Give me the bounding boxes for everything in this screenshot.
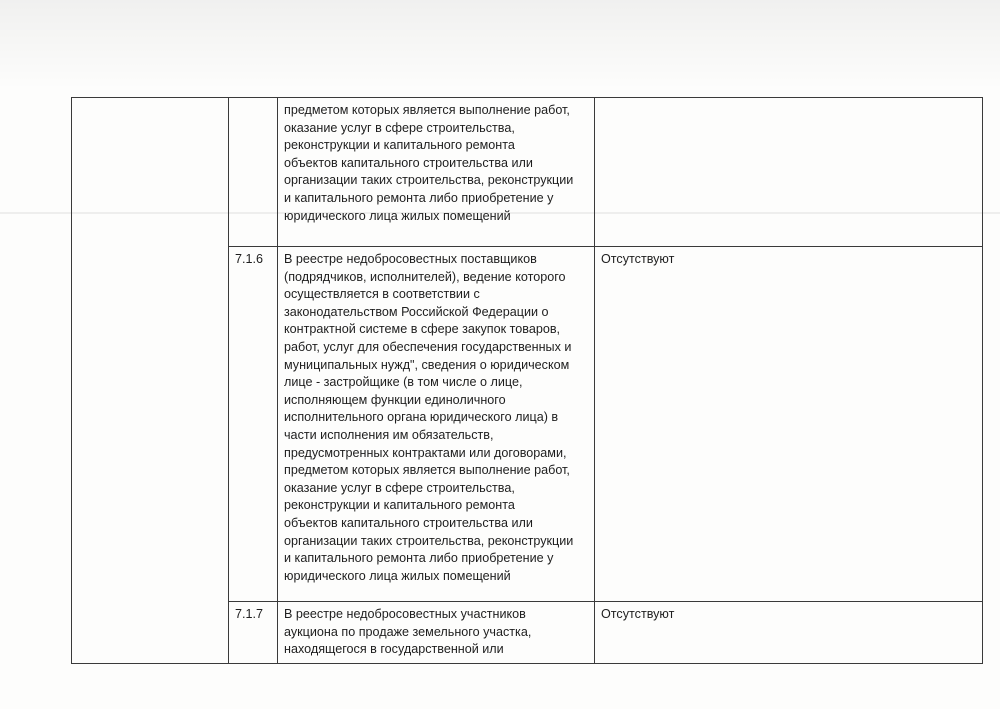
- text-line: контрактной системе в сфере закупок товаров,: [284, 322, 561, 337]
- text-line: части исполнения им обязательств,: [284, 427, 494, 442]
- item-description-cell: [278, 98, 595, 247]
- item-description-cell: [278, 247, 595, 602]
- text-line: организации таких строительства, реконструкции: [284, 173, 574, 188]
- text-line: объектов капитального строительства или: [284, 515, 533, 530]
- text-line: реконструкции и капитального ремонта: [284, 498, 515, 513]
- text-line: исполняющем функции единоличного: [284, 392, 506, 407]
- text-line: муниципальных нужд", сведения о юридическом: [284, 357, 570, 372]
- section-column-cell: [72, 98, 229, 664]
- text-line: предусмотренных контрактами или договорами,: [284, 445, 567, 460]
- text-line: юридического лица жилых помещений: [284, 208, 511, 223]
- document-table: [71, 97, 983, 664]
- text-line: реконструкции и капитального ремонта: [284, 138, 515, 153]
- text-line: предметом которых является выполнение работ,: [284, 463, 570, 478]
- text-line: лице - застройщике (в том числе о лице,: [284, 375, 523, 390]
- text-line: законодательством Российской Федерации о: [284, 304, 549, 319]
- text-line: работ, услуг для обеспечения государственных и: [284, 339, 572, 354]
- item-value-cell: Отсутствуют: [595, 602, 983, 664]
- text-line: (подрядчиков, исполнителей), ведение которого: [284, 269, 566, 284]
- text-line: организации таких строительства, реконструкции: [284, 533, 574, 548]
- text-line: и капитального ремонта либо приобретение у: [284, 551, 554, 566]
- item-number-cell: [229, 98, 278, 247]
- text-line: оказание услуг в сфере строительства,: [284, 480, 515, 495]
- text-line: оказание услуг в сфере строительства,: [284, 120, 515, 135]
- text-line: аукциона по продаже земельного участка,: [284, 624, 532, 639]
- text-line: объектов капитального строительства или: [284, 155, 533, 170]
- table-row: [72, 98, 983, 247]
- item-number-cell: 7.1.6: [229, 247, 278, 602]
- text-line: и капитального ремонта либо приобретение у: [284, 190, 554, 205]
- text-line: осуществляется в соответствии с: [284, 287, 480, 302]
- item-number-cell: 7.1.7: [229, 602, 278, 664]
- text-line: предметом которых является выполнение работ,: [284, 103, 570, 117]
- text-line: исполнительного органа юридического лица) в: [284, 410, 559, 425]
- text-line: В реестре недобросовестных поставщиков: [284, 252, 537, 266]
- scan-shadow: [0, 0, 1000, 90]
- item-value-cell: Отсутствуют: [595, 247, 983, 602]
- item-description-cell: [278, 602, 595, 664]
- text-line: находящегося в государственной или: [284, 642, 504, 657]
- text-line: юридического лица жилых помещений: [284, 568, 511, 583]
- item-value-cell: [595, 98, 983, 247]
- text-line: В реестре недобросовестных участников: [284, 607, 526, 621]
